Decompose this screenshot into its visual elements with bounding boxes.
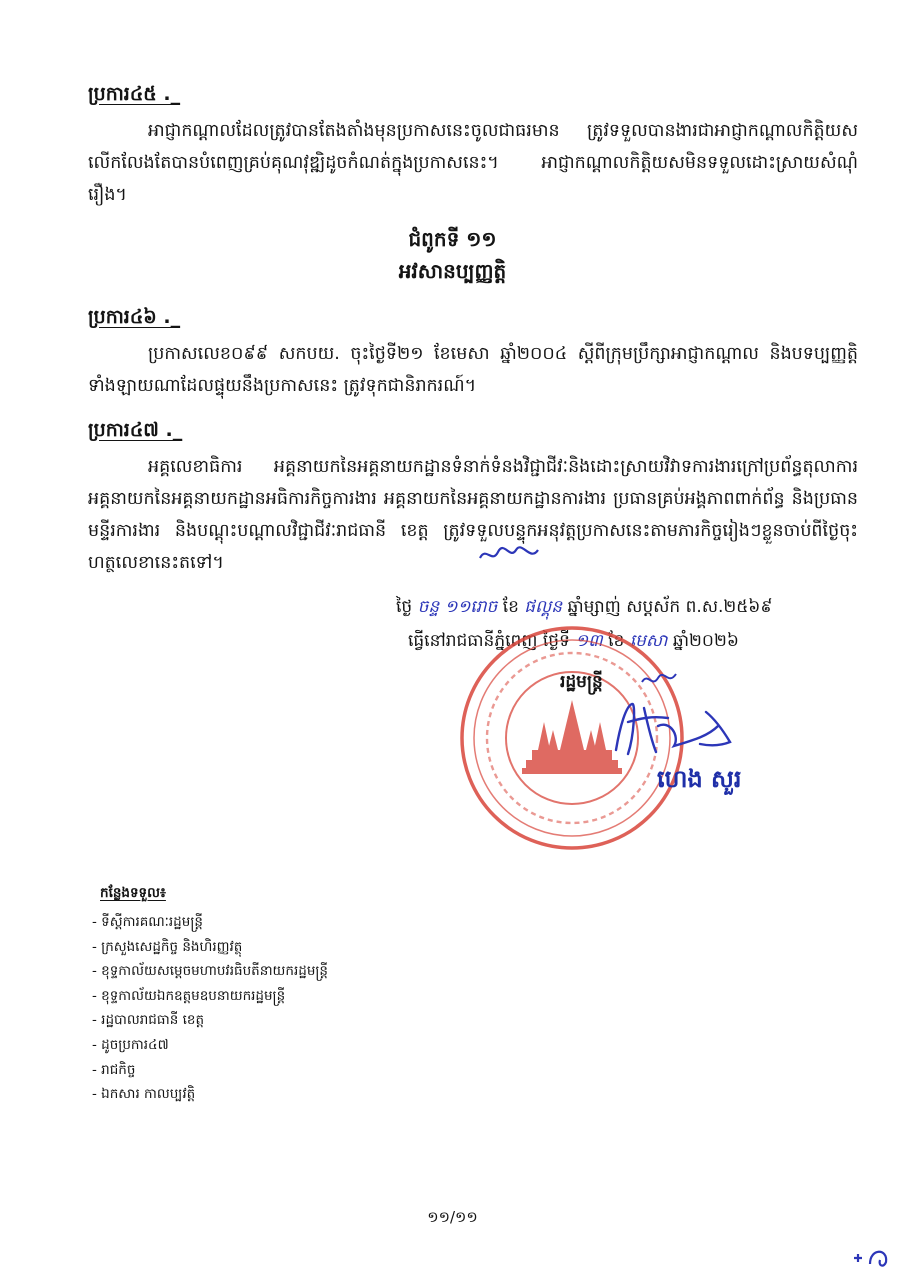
lunar-day-handwritten: ចន្ទ ១១រោច [417, 597, 498, 617]
recipient-item: - ឯកសារ កាលប្បវត្តិ [92, 1082, 328, 1107]
page-number: ១១/១១ [427, 1208, 478, 1226]
recipient-item: - រដ្ឋបាលរាជធានី ខេត្ត [92, 1008, 328, 1033]
recipients-list [92, 884, 328, 1107]
article-47-heading: ប្រការ៤៧ ._ [88, 419, 183, 441]
solar-month-handwritten: មេសា [629, 631, 668, 651]
article-47-text: អគ្គលេខាធិការ អគ្គនាយកនៃអគ្គនាយកដ្ឋានទំនាក់ទំនងវិជ្ជាជីវៈនិងដោះស្រាយវិវាទការងារក្រៅប្រព័ន្ធតុលាការ អគ្គនាយកនៃអគ្គនាយកដ្ឋានអធិការកិច្ចការងារ អគ្គនាយកនៃអគ្គនាយកដ្ឋានការងារ ប្រធានគ្រប់អង្គភាពពាក់ព័ន្ធ និងប្រធានមន្ទីរការងារ និងបណ្តុះបណ្តាលវិជ្ជាជីវៈរាជធានី ខេត្ត ត្រូវទទួលបន្ទុកអនុវត្តប្រកាសនេះតាមភារកិច្ចរៀងៗខ្លួនចាប់ពីថ្ងៃចុះហត្ថលេខានេះតទៅ។ [88, 457, 858, 573]
lunar-year: ឆ្នាំម្សាញ់ សប្តស័ក ព.ស.២៥៦៩ [567, 597, 773, 617]
recipient-item: - ក្រសួងសេដ្ឋកិច្ច និងហិរញ្ញវត្ថុ [92, 935, 328, 960]
handwritten-initial-mark-2 [640, 668, 680, 690]
article-46-text: ប្រកាសលេខ០៩៩ សកបយ. ចុះថ្ងៃទី២១ ខែមេសា ឆ្នាំ២០០៤ ស្តីពីក្រុមប្រឹក្សាអាជ្ញាកណ្តាល និងបទប្បញ្ញត្តិទាំងឡាយណាដែលផ្ទុយនឹងប្រកាសនេះ ត្រូវទុកជានិរាករណ៍។ [88, 344, 858, 396]
recipient-item: - ខុទ្ទកាល័យឯកឧត្តមឧបនាយករដ្ឋមន្ត្រី [92, 984, 328, 1009]
article-45-text: អាជ្ញាកណ្តាលដែលត្រូវបានតែងតាំងមុនប្រកាសនេះចូលជាធរមាន ត្រូវទទួលបានងារជាអាជ្ញាកណ្តាលកិត្តិយស លើកលែងតែបានបំពេញគ្រប់គុណវុឌ្ឍិដូចកំណត់ក្នុងប្រកាសនេះ។ អាជ្ញាកណ្តាលកិត្តិយសមិនទទួលដោះស្រាយសំណុំរឿង។ [88, 121, 858, 205]
recipient-item: - រាជកិច្ច [92, 1058, 328, 1083]
recipient-item: - ខុទ្ទកាល័យសម្តេចមហាបវរធិបតីនាយករដ្ឋមន្ត្រី [92, 959, 328, 984]
minister-name: ហេង សួរ [657, 765, 742, 793]
handwritten-initial-mark [478, 544, 548, 566]
lunar-month-handwritten: ផល្គុន [524, 597, 563, 617]
solar-year: ឆ្នាំ២០២៦ [672, 631, 739, 651]
article-46-heading: ប្រការ៤៦ ._ [88, 306, 181, 328]
minister-title: រដ្ឋមន្ត្រី [560, 672, 603, 692]
article-45-heading: ប្រការ៤៥ ._ [88, 83, 181, 105]
recipients-title: កន្លែងទទួល៖ [100, 885, 166, 901]
solar-day-handwritten: ១៣ [575, 631, 603, 651]
corner-handwritten-mark [850, 1240, 898, 1270]
minister-signature [598, 696, 738, 766]
lunar-date-prefix: ថ្ងៃ [396, 597, 413, 617]
recipient-item: - ដូចប្រការ៤៧ [92, 1033, 328, 1058]
lunar-date-line [396, 596, 772, 621]
chapter-title: អវសានប្បញ្ញត្តិ [398, 259, 507, 283]
recipient-item: - ទីស្តីការគណៈរដ្ឋមន្ត្រី [92, 910, 328, 935]
solar-month-label: ខែ [608, 631, 625, 651]
solar-date-prefix: ធ្វើនៅរាជធានីភ្នំពេញ ថ្ងៃទី [408, 631, 570, 651]
lunar-month-label: ខែ [502, 597, 519, 617]
chapter-number: ជំពូកទី ១១ [408, 227, 497, 251]
